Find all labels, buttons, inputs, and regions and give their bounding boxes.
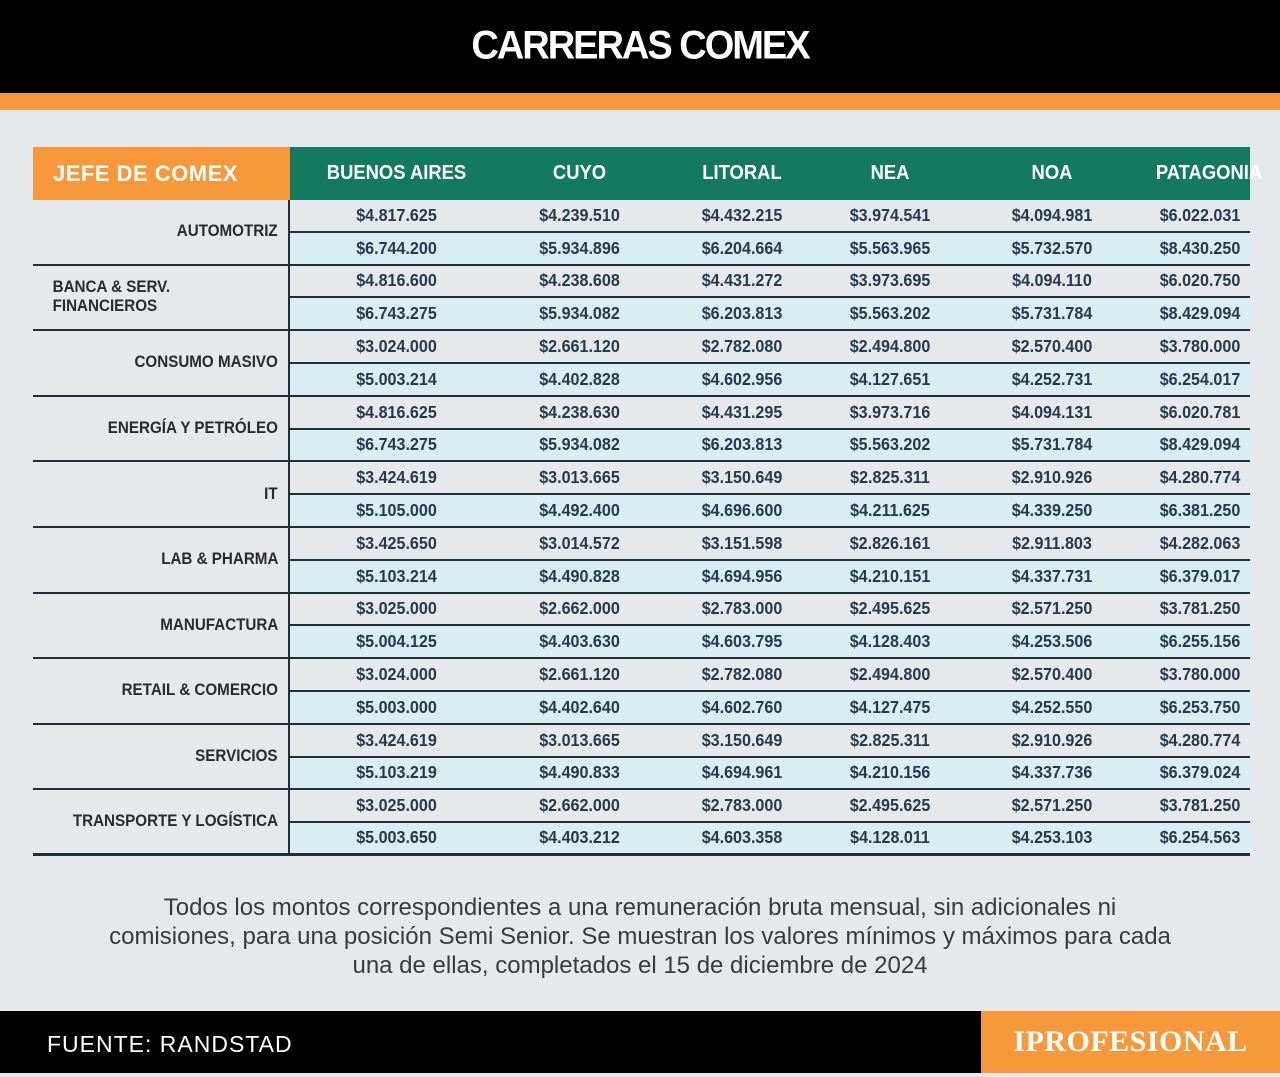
region-headers xyxy=(290,147,1263,200)
salary-cell: $5.731.784 xyxy=(1011,303,1093,324)
region-header: NOA xyxy=(1031,162,1073,184)
table-body xyxy=(33,200,1250,856)
salary-cell: $2.570.400 xyxy=(1011,664,1093,685)
salary-cell: $8.430.250 xyxy=(1159,237,1241,258)
salary-cell: $2.662.000 xyxy=(539,794,620,815)
salary-cell: $4.402.640 xyxy=(539,696,620,717)
salary-cell: $2.911.803 xyxy=(1012,532,1092,553)
salary-cell: $4.239.510 xyxy=(539,204,620,225)
table-row-group xyxy=(33,200,1250,266)
table-row-min xyxy=(290,331,1250,362)
salary-cell: $3.974.541 xyxy=(849,204,931,225)
table-row-group xyxy=(33,790,1250,856)
salary-cell: $2.783.000 xyxy=(701,598,783,619)
industry-label-text: RETAIL & COMERCIO xyxy=(121,681,278,700)
salary-cell: $4.694.956 xyxy=(701,565,783,586)
salary-cell: $2.661.120 xyxy=(539,664,620,685)
table-row-group xyxy=(33,659,1250,725)
source-label: FUENTE: RANDSTAD xyxy=(47,1031,293,1057)
salary-cell: $3.780.000 xyxy=(1159,664,1241,685)
table-row-group xyxy=(33,594,1250,660)
salary-cell: $4.128.011 xyxy=(850,827,930,848)
page-footer xyxy=(0,1011,1280,1073)
salary-cell: $6.744.200 xyxy=(356,237,437,258)
salary-cell: $4.211.625 xyxy=(850,500,930,521)
salary-cell: $8.429.094 xyxy=(1159,434,1241,455)
table-row-max xyxy=(290,362,1250,395)
salary-cell: $3.973.716 xyxy=(849,401,931,422)
table-row-group xyxy=(33,397,1250,463)
salary-cell: $6.203.813 xyxy=(701,434,783,455)
salary-cell: $2.570.400 xyxy=(1011,336,1093,357)
salary-cell: $4.252.550 xyxy=(1011,696,1093,717)
salary-cell: $3.013.665 xyxy=(539,729,620,750)
table-header xyxy=(33,147,1263,200)
salary-cell: $4.337.736 xyxy=(1011,762,1093,783)
salary-cell: $3.781.250 xyxy=(1159,794,1241,815)
salary-cell: $5.731.784 xyxy=(1011,434,1093,455)
salary-cell: $3.014.572 xyxy=(539,532,620,553)
salary-cell: $8.429.094 xyxy=(1159,303,1241,324)
table-row-group xyxy=(33,462,1250,528)
salary-cell: $6.204.664 xyxy=(701,237,783,258)
salary-cell: $6.379.024 xyxy=(1159,762,1241,783)
salary-cell: $4.402.828 xyxy=(539,368,620,389)
table-row-max xyxy=(290,428,1250,461)
salary-cell: $3.424.619 xyxy=(356,729,437,750)
salary-cell: $4.127.475 xyxy=(849,696,931,717)
salary-cell: $4.431.272 xyxy=(701,270,783,291)
industry-label-text: SERVICIOS xyxy=(195,747,278,766)
industry-label xyxy=(33,659,290,723)
industry-label-text: LAB & PHARMA xyxy=(160,550,278,569)
salary-cell: $2.910.926 xyxy=(1011,467,1093,488)
industry-label xyxy=(33,594,290,658)
accent-bar xyxy=(0,93,1280,110)
salary-cell: $4.694.961 xyxy=(701,762,783,783)
salary-cell: $6.020.750 xyxy=(1159,270,1241,291)
salary-cell: $2.782.080 xyxy=(701,664,783,685)
table-row-group xyxy=(33,331,1250,397)
salary-cell: $6.203.813 xyxy=(701,303,783,324)
salary-cell: $2.661.120 xyxy=(539,336,620,357)
salary-cell: $4.337.731 xyxy=(1011,565,1093,586)
salary-cell: $2.662.000 xyxy=(539,598,620,619)
salary-cell: $6.381.250 xyxy=(1159,500,1241,521)
table-row-min xyxy=(290,790,1250,820)
region-header: PATAGONIA xyxy=(1155,162,1263,184)
region-header: BUENOS AIRES xyxy=(326,162,467,184)
industry-label-text: ENERGÍA Y PETRÓLEO xyxy=(107,419,278,438)
salary-table xyxy=(33,147,1263,856)
salary-cell: $3.013.665 xyxy=(539,467,620,488)
salary-cell: $2.825.311 xyxy=(850,467,930,488)
salary-cell: $4.432.215 xyxy=(701,204,783,225)
salary-cell: $2.783.000 xyxy=(701,794,783,815)
table-row-min xyxy=(290,594,1250,625)
industry-label xyxy=(33,200,290,264)
salary-cell: $4.603.795 xyxy=(701,631,783,652)
salary-cell: $4.603.358 xyxy=(701,827,783,848)
industry-label xyxy=(33,397,290,461)
table-row-max xyxy=(290,624,1250,657)
industry-label-text: MANUFACTURA xyxy=(159,615,278,634)
table-row-min xyxy=(290,528,1250,559)
salary-cell: $2.495.625 xyxy=(849,598,931,619)
salary-cell: $5.934.896 xyxy=(539,237,620,258)
salary-cell: $4.210.151 xyxy=(849,565,931,586)
salary-cell: $6.020.781 xyxy=(1159,401,1241,422)
salary-cell: $4.492.400 xyxy=(539,500,620,521)
salary-cell: $5.563.965 xyxy=(849,237,931,258)
table-row-min xyxy=(290,725,1250,756)
industry-label xyxy=(33,266,290,330)
salary-cell: $4.238.630 xyxy=(539,401,620,422)
salary-cell: $4.403.212 xyxy=(539,827,620,848)
table-row-group xyxy=(33,528,1250,594)
industry-label xyxy=(33,462,290,526)
salary-cell: $4.490.833 xyxy=(539,762,620,783)
salary-cell: $4.403.630 xyxy=(539,631,620,652)
salary-cell: $4.253.103 xyxy=(1011,827,1093,848)
region-header: NEA xyxy=(870,162,910,184)
salary-cell: $3.973.695 xyxy=(849,270,931,291)
salary-cell: $6.254.017 xyxy=(1159,368,1241,389)
salary-cell: $6.022.031 xyxy=(1159,204,1241,225)
salary-cell: $5.732.570 xyxy=(1011,237,1093,258)
table-row-group xyxy=(33,725,1250,791)
salary-cell: $2.910.926 xyxy=(1011,729,1093,750)
salary-cell: $4.210.156 xyxy=(849,762,931,783)
table-row-min xyxy=(290,266,1250,297)
table-row-max xyxy=(290,821,1250,853)
table-row-max xyxy=(290,756,1250,789)
table-row-max xyxy=(290,690,1250,723)
salary-cell: $2.825.311 xyxy=(850,729,930,750)
salary-cell: $2.782.080 xyxy=(701,336,783,357)
salary-cell: $2.826.161 xyxy=(849,532,931,553)
table-row-group xyxy=(33,266,1250,332)
salary-cell: $5.103.219 xyxy=(356,762,437,783)
salary-cell: $5.563.202 xyxy=(849,303,931,324)
salary-cell: $4.602.956 xyxy=(701,368,783,389)
salary-cell: $3.781.250 xyxy=(1159,598,1241,619)
table-row-min xyxy=(290,659,1250,690)
salary-cell: $4.127.651 xyxy=(849,368,931,389)
salary-cell: $3.025.000 xyxy=(356,794,437,815)
table-row-min xyxy=(290,397,1250,428)
salary-cell: $3.780.000 xyxy=(1159,336,1241,357)
salary-cell: $4.280.774 xyxy=(1159,729,1241,750)
salary-cell: $5.563.202 xyxy=(849,434,931,455)
salary-cell: $3.425.650 xyxy=(356,532,437,553)
salary-cell: $5.934.082 xyxy=(539,434,620,455)
salary-cell: $3.024.000 xyxy=(356,664,437,685)
salary-cell: $4.094.110 xyxy=(1012,270,1092,291)
salary-cell: $4.490.828 xyxy=(539,565,620,586)
salary-cell: $2.571.250 xyxy=(1011,794,1093,815)
region-header: CUYO xyxy=(552,162,607,184)
industry-label-text: CONSUMO MASIVO xyxy=(134,353,278,372)
salary-cell: $6.255.156 xyxy=(1159,631,1241,652)
salary-cell: $6.743.275 xyxy=(356,303,437,324)
table-row-max xyxy=(290,493,1250,526)
salary-cell: $4.252.731 xyxy=(1011,368,1093,389)
salary-cell: $4.094.131 xyxy=(1011,401,1093,422)
salary-cell: $5.003.214 xyxy=(356,368,437,389)
salary-cell: $4.816.625 xyxy=(356,401,437,422)
industry-label xyxy=(33,790,290,853)
table-row-min xyxy=(290,462,1250,493)
salary-cell: $6.254.563 xyxy=(1159,827,1241,848)
salary-cell: $4.816.600 xyxy=(356,270,437,291)
salary-cell: $5.003.650 xyxy=(356,827,437,848)
region-header: LITORAL xyxy=(702,162,782,184)
salary-cell: $4.094.981 xyxy=(1011,204,1093,225)
salary-cell: $5.934.082 xyxy=(539,303,620,324)
salary-cell: $4.253.506 xyxy=(1011,631,1093,652)
industry-label xyxy=(33,528,290,592)
table-row-max xyxy=(290,296,1250,329)
salary-cell: $3.424.619 xyxy=(356,467,437,488)
salary-cell: $4.128.403 xyxy=(849,631,931,652)
industry-label-text: IT xyxy=(264,484,278,503)
salary-cell: $2.494.800 xyxy=(849,664,931,685)
salary-cell: $2.571.250 xyxy=(1011,598,1093,619)
salary-cell: $6.379.017 xyxy=(1159,565,1241,586)
salary-cell: $4.280.774 xyxy=(1159,467,1241,488)
salary-cell: $4.339.250 xyxy=(1011,500,1093,521)
salary-cell: $5.105.000 xyxy=(356,500,437,521)
industry-label-text: BANCA & SERV. FINANCIEROS xyxy=(52,278,171,316)
brand-logo: IPROFESIONAL xyxy=(981,1011,1280,1073)
salary-cell: $6.253.750 xyxy=(1159,696,1241,717)
salary-cell: $4.602.760 xyxy=(701,696,783,717)
page-header xyxy=(0,0,1280,93)
role-header: JEFE DE COMEX xyxy=(33,147,290,200)
table-row-max xyxy=(290,231,1250,264)
salary-cell: $6.743.275 xyxy=(356,434,437,455)
salary-cell: $5.003.000 xyxy=(356,696,437,717)
salary-cell: $4.238.608 xyxy=(539,270,620,291)
salary-cell: $4.817.625 xyxy=(356,204,437,225)
salary-cell: $2.495.625 xyxy=(849,794,931,815)
table-row-max xyxy=(290,559,1250,592)
industry-label xyxy=(33,725,290,789)
salary-cell: $5.004.125 xyxy=(356,631,437,652)
industry-label-text: AUTOMOTRIZ xyxy=(177,222,278,241)
salary-cell: $3.025.000 xyxy=(356,598,437,619)
page-title: CARRERAS COMEX xyxy=(471,23,809,69)
salary-cell: $4.431.295 xyxy=(701,401,783,422)
industry-label xyxy=(33,331,290,395)
salary-cell: $3.151.598 xyxy=(701,532,783,553)
salary-cell: $4.696.600 xyxy=(701,500,783,521)
salary-cell: $3.150.649 xyxy=(701,729,783,750)
industry-label-text: TRANSPORTE Y LOGÍSTICA xyxy=(72,812,278,831)
salary-cell: $3.024.000 xyxy=(356,336,437,357)
salary-cell: $2.494.800 xyxy=(849,336,931,357)
salary-cell: $3.150.649 xyxy=(701,467,783,488)
salary-cell: $5.103.214 xyxy=(356,565,437,586)
salary-cell: $4.282.063 xyxy=(1159,532,1241,553)
table-row-min xyxy=(290,200,1250,231)
footnote: Todos los montos correspondientes a una remuneración bruta mensual, sin adicionales ni comisiones, para una posición Semi Senior. Se muestran los valores mínimos y máximos para cada una de ellas, completados el 15 de diciembre de 2024 xyxy=(109,894,1171,979)
